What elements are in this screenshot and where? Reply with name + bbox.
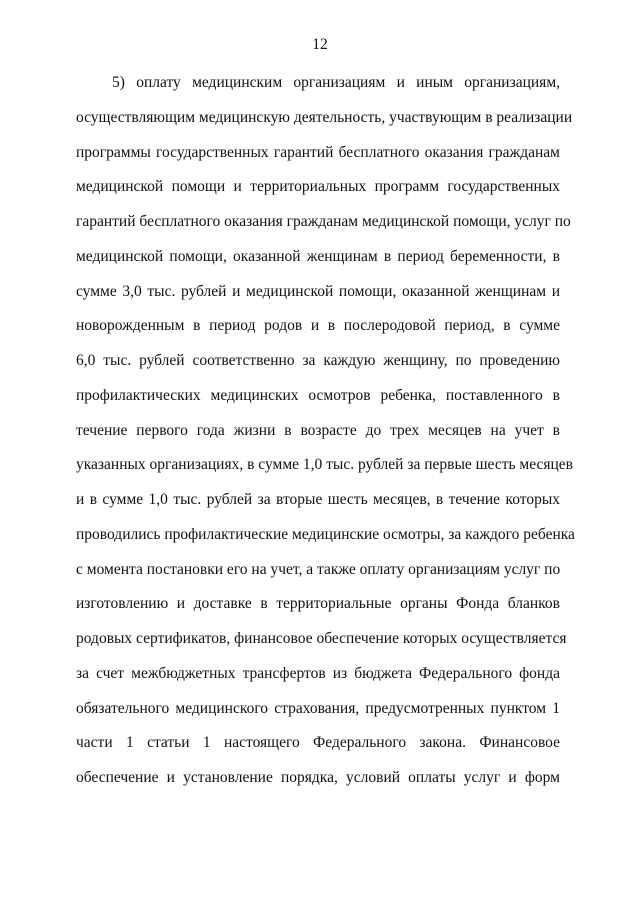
text-line: осуществляющим медицинскую деятельность, участвующим в реализации: [76, 108, 573, 126]
page-number: 12: [312, 36, 328, 53]
text-line: медицинской помощи, оказанной женщинам в период беременности, в: [76, 247, 560, 265]
text-line: за счет межбюджетных трансфертов из бюджета Федерального фонда: [76, 664, 560, 682]
text-line: части 1 статьи 1 настоящего Федерального закона. Финансовое: [76, 734, 560, 752]
text-line: с момента постановки его на учет, а также оплату организациям услуг по: [76, 560, 561, 578]
text-line: течение первого года жизни в возрасте до трех месяцев на учет в: [76, 421, 560, 439]
text-line: 6,0 тыс. рублей соответственно за каждую женщину, по проведению: [76, 352, 560, 369]
text-line: медицинской помощи и территориальных программ государственных: [76, 178, 560, 196]
text-line: указанных организациях, в сумме 1,0 тыс. рублей за первые шесть месяцев: [76, 456, 573, 474]
text-line: сумме 3,0 тыс. рублей и медицинской помощи, оказанной женщинам и: [76, 282, 560, 300]
body-paragraph: [76, 66, 575, 796]
text-line: обеспечение и установление порядка, условий оплаты услуг и форм: [76, 769, 560, 786]
text-line: 5) оплату медицинским организациям и иным организациям,: [112, 74, 560, 91]
text-line: профилактических медицинских осмотров ребенка, поставленного в: [76, 386, 560, 404]
text-line: проводились профилактические медицинские осмотры, за каждого ребенка: [76, 525, 575, 543]
text-line: изготовлению и доставке в территориальные органы Фонда бланков: [76, 595, 560, 613]
text-line: обязательного медицинского страхования, предусмотренных пунктом 1: [76, 699, 560, 717]
text-line: программы государственных гарантий бесплатного оказания гражданам: [76, 143, 560, 161]
text-line: гарантий бесплатного оказания гражданам медицинской помощи, услуг по: [76, 213, 571, 230]
text-line: родовых сертификатов, финансовое обеспечение которых осуществляется: [76, 630, 567, 647]
text-line: и в сумме 1,0 тыс. рублей за вторые шесть месяцев, в течение которых: [76, 491, 560, 508]
text-line: новорожденным в период родов и в послеродовой период, в сумме: [76, 317, 560, 335]
